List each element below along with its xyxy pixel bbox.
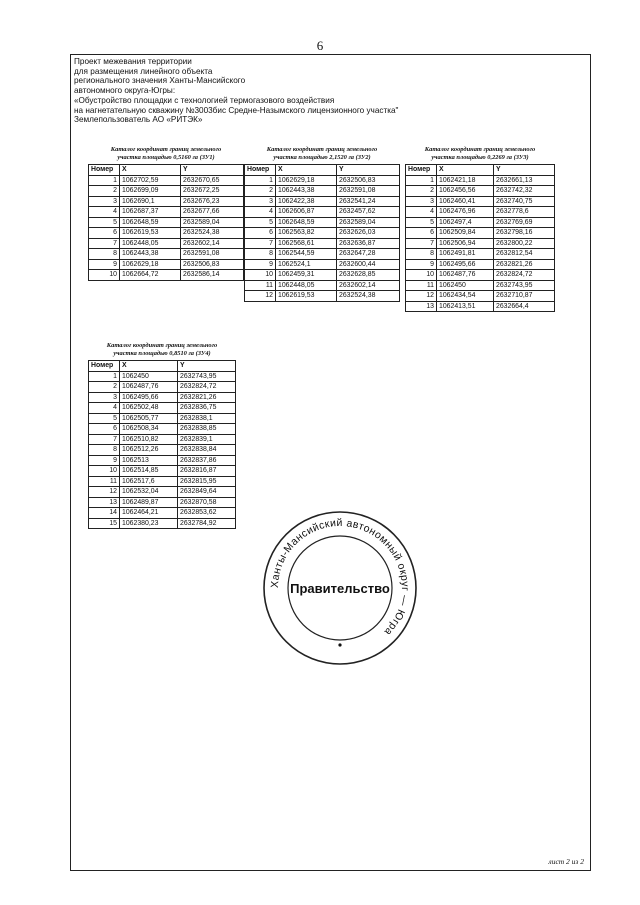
x-coordinate-cell: 1062491,81 — [437, 249, 494, 260]
y-coordinate-cell: 2632628,85 — [337, 270, 400, 281]
column-header: X — [120, 165, 181, 176]
x-coordinate-cell: 1062502,48 — [120, 403, 178, 414]
y-coordinate-cell: 2632589,04 — [337, 217, 400, 228]
y-coordinate-cell: 2632798,16 — [494, 228, 555, 239]
table-row — [245, 207, 400, 218]
y-coordinate-cell: 2632626,03 — [337, 228, 400, 239]
coordinates-table — [244, 164, 400, 302]
header-line: «Обустройство площадки с технологией термогазового воздействия — [74, 95, 335, 105]
y-coordinate-cell: 2632600,44 — [337, 259, 400, 270]
x-coordinate-cell: 1062505,77 — [120, 413, 178, 424]
y-coordinate-cell: 2632710,87 — [494, 291, 555, 302]
table-row — [245, 238, 400, 249]
table-row — [245, 217, 400, 228]
column-header: Y — [178, 361, 236, 372]
table-row — [89, 466, 236, 477]
table-row — [89, 487, 236, 498]
y-coordinate-cell: 2632664,4 — [494, 301, 555, 312]
table-header-row — [245, 165, 400, 176]
point-number-cell: 2 — [406, 186, 437, 197]
y-coordinate-cell: 2632586,14 — [181, 270, 244, 281]
y-coordinate-cell: 2632853,62 — [178, 508, 236, 519]
y-coordinate-cell: 2632506,83 — [181, 259, 244, 270]
column-header: Y — [181, 165, 244, 176]
point-number-cell: 3 — [245, 196, 276, 207]
table-row — [89, 455, 236, 466]
y-coordinate-cell: 2632743,95 — [178, 371, 236, 382]
y-coordinate-cell: 2632591,08 — [337, 186, 400, 197]
catalog-title-line: Каталог координат границ земельного — [424, 146, 536, 153]
y-coordinate-cell: 2632838,85 — [178, 424, 236, 435]
point-number-cell: 8 — [89, 249, 120, 260]
table-row — [89, 217, 244, 228]
x-coordinate-cell: 1062450 — [437, 280, 494, 291]
table-row — [89, 186, 244, 197]
y-coordinate-cell: 2632821,26 — [494, 259, 555, 270]
y-coordinate-cell: 2632816,87 — [178, 466, 236, 477]
y-coordinate-cell: 2632602,14 — [337, 280, 400, 291]
table-row — [245, 270, 400, 281]
y-coordinate-cell: 2632812,54 — [494, 249, 555, 260]
x-coordinate-cell: 1062413,51 — [437, 301, 494, 312]
catalog-title — [88, 146, 244, 162]
point-number-cell: 6 — [245, 228, 276, 239]
table-row — [89, 249, 244, 260]
header-line: Землепользователь АО «РИТЭК» — [74, 115, 203, 125]
catalog-zu3 — [405, 146, 555, 312]
table-row — [245, 228, 400, 239]
point-number-cell: 9 — [406, 259, 437, 270]
catalog-title-line: Каталог координат границ земельного — [110, 146, 222, 153]
table-row — [89, 445, 236, 456]
coordinates-table — [405, 164, 555, 312]
x-coordinate-cell: 1062648,59 — [276, 217, 337, 228]
table-row — [89, 270, 244, 281]
catalog-title-line: Каталог координат границ земельного — [266, 146, 378, 153]
y-coordinate-cell: 2632740,75 — [494, 196, 555, 207]
catalog-title-line: Каталог координат границ земельного — [106, 342, 218, 349]
point-number-cell: 3 — [406, 196, 437, 207]
y-coordinate-cell: 2632838,84 — [178, 445, 236, 456]
point-number-cell: 4 — [89, 403, 120, 414]
x-coordinate-cell: 1062513 — [120, 455, 178, 466]
x-coordinate-cell: 1062648,59 — [120, 217, 181, 228]
y-coordinate-cell: 2632524,38 — [337, 291, 400, 302]
point-number-cell: 5 — [89, 413, 120, 424]
point-number-cell: 4 — [245, 207, 276, 218]
seal-center-text: Правительство — [290, 581, 390, 596]
point-number-cell: 5 — [406, 217, 437, 228]
x-coordinate-cell: 1062544,59 — [276, 249, 337, 260]
catalog-title — [405, 146, 555, 162]
table-row — [406, 301, 555, 312]
header-line: на нагнетательную скважину №3003бис Средне-Назымского лицензионного участка" — [74, 105, 399, 115]
table-row — [406, 291, 555, 302]
y-coordinate-cell: 2632821,26 — [178, 392, 236, 403]
official-seal — [260, 508, 420, 668]
y-coordinate-cell: 2632591,08 — [181, 249, 244, 260]
point-number-cell: 14 — [89, 508, 120, 519]
point-number-cell: 11 — [89, 476, 120, 487]
x-coordinate-cell: 1062422,38 — [276, 196, 337, 207]
table-row — [89, 508, 236, 519]
x-coordinate-cell: 1062508,34 — [120, 424, 178, 435]
point-number-cell: 6 — [406, 228, 437, 239]
point-number-cell: 5 — [89, 217, 120, 228]
point-number-cell: 1 — [245, 175, 276, 186]
x-coordinate-cell: 1062495,66 — [437, 259, 494, 270]
seal-dot — [338, 643, 341, 646]
column-header: X — [276, 165, 337, 176]
point-number-cell: 3 — [89, 392, 120, 403]
x-coordinate-cell: 1062495,66 — [120, 392, 178, 403]
point-number-cell: 12 — [406, 291, 437, 302]
header-line: для размещения линейного объекта — [74, 66, 213, 76]
y-coordinate-cell: 2632815,95 — [178, 476, 236, 487]
y-coordinate-cell: 2632506,83 — [337, 175, 400, 186]
x-coordinate-cell: 1062702,59 — [120, 175, 181, 186]
x-coordinate-cell: 1062517,6 — [120, 476, 178, 487]
column-header: Номер — [406, 165, 437, 176]
sheet-footer: лист 2 из 2 — [548, 857, 584, 866]
y-coordinate-cell: 2632672,25 — [181, 186, 244, 197]
x-coordinate-cell: 1062629,18 — [120, 259, 181, 270]
x-coordinate-cell: 1062434,54 — [437, 291, 494, 302]
coordinates-table — [88, 360, 236, 529]
table-row — [245, 249, 400, 260]
table-row — [89, 207, 244, 218]
y-coordinate-cell: 2632784,92 — [178, 518, 236, 529]
y-coordinate-cell: 2632647,28 — [337, 249, 400, 260]
catalog-title — [88, 342, 236, 358]
point-number-cell: 8 — [406, 249, 437, 260]
table-row — [245, 196, 400, 207]
column-header: X — [120, 361, 178, 372]
x-coordinate-cell: 1062476,96 — [437, 207, 494, 218]
point-number-cell: 13 — [89, 497, 120, 508]
x-coordinate-cell: 1062690,1 — [120, 196, 181, 207]
y-coordinate-cell: 2632677,66 — [181, 207, 244, 218]
x-coordinate-cell: 1062380,23 — [120, 518, 178, 529]
x-coordinate-cell: 1062448,05 — [120, 238, 181, 249]
y-coordinate-cell: 2632838,1 — [178, 413, 236, 424]
point-number-cell: 9 — [89, 259, 120, 270]
point-number-cell: 8 — [245, 249, 276, 260]
y-coordinate-cell: 2632837,86 — [178, 455, 236, 466]
y-coordinate-cell: 2632602,14 — [181, 238, 244, 249]
x-coordinate-cell: 1062664,72 — [120, 270, 181, 281]
point-number-cell: 11 — [245, 280, 276, 291]
y-coordinate-cell: 2632457,62 — [337, 207, 400, 218]
x-coordinate-cell: 1062487,76 — [120, 382, 178, 393]
table-row — [406, 175, 555, 186]
point-number-cell: 1 — [406, 175, 437, 186]
point-number-cell: 4 — [406, 207, 437, 218]
x-coordinate-cell: 1062532,04 — [120, 487, 178, 498]
table-row — [89, 476, 236, 487]
x-coordinate-cell: 1062699,09 — [120, 186, 181, 197]
table-row — [89, 228, 244, 239]
header-line: автономного округа-Югры: — [74, 86, 176, 96]
table-row — [89, 497, 236, 508]
point-number-cell: 1 — [89, 175, 120, 186]
page-number: 6 — [316, 38, 324, 53]
table-row — [89, 518, 236, 529]
point-number-cell: 12 — [89, 487, 120, 498]
table-row — [245, 186, 400, 197]
y-coordinate-cell: 2632524,38 — [181, 228, 244, 239]
x-coordinate-cell: 1062606,87 — [276, 207, 337, 218]
point-number-cell: 3 — [89, 196, 120, 207]
table-row — [89, 392, 236, 403]
x-coordinate-cell: 1062448,05 — [276, 280, 337, 291]
table-row — [406, 270, 555, 281]
point-number-cell: 9 — [245, 259, 276, 270]
x-coordinate-cell: 1062512,26 — [120, 445, 178, 456]
table-row — [89, 424, 236, 435]
table-row — [406, 238, 555, 249]
y-coordinate-cell: 2632589,04 — [181, 217, 244, 228]
table-row — [245, 291, 400, 302]
y-coordinate-cell: 2632824,72 — [494, 270, 555, 281]
point-number-cell: 1 — [89, 371, 120, 382]
point-number-cell: 9 — [89, 455, 120, 466]
table-header-row — [406, 165, 555, 176]
point-number-cell: 12 — [245, 291, 276, 302]
x-coordinate-cell: 1062563,82 — [276, 228, 337, 239]
coordinates-table — [88, 164, 244, 281]
catalog-title-line: участка площадью 0,8510 га (ЗУ4) — [113, 350, 211, 357]
table-row — [245, 259, 400, 270]
point-number-cell: 6 — [89, 228, 120, 239]
x-coordinate-cell: 1062489,87 — [120, 497, 178, 508]
catalog-title-line: участка площадью 0,5160 га (ЗУ1) — [117, 154, 215, 161]
column-header: X — [437, 165, 494, 176]
x-coordinate-cell: 1062443,38 — [120, 249, 181, 260]
point-number-cell: 15 — [89, 518, 120, 529]
point-number-cell: 6 — [89, 424, 120, 435]
column-header: Y — [337, 165, 400, 176]
point-number-cell: 10 — [406, 270, 437, 281]
table-header-row — [89, 165, 244, 176]
point-number-cell: 2 — [89, 186, 120, 197]
y-coordinate-cell: 2632839,1 — [178, 434, 236, 445]
point-number-cell: 7 — [245, 238, 276, 249]
header-line: регионального значения Ханты-Мансийского — [74, 76, 246, 86]
table-row — [406, 228, 555, 239]
table-row — [245, 280, 400, 291]
catalog-title — [244, 146, 400, 162]
x-coordinate-cell: 1062506,94 — [437, 238, 494, 249]
x-coordinate-cell: 1062524,1 — [276, 259, 337, 270]
point-number-cell: 7 — [406, 238, 437, 249]
catalog-zu2 — [244, 146, 400, 302]
x-coordinate-cell: 1062514,85 — [120, 466, 178, 477]
y-coordinate-cell: 2632636,87 — [337, 238, 400, 249]
column-header: Номер — [245, 165, 276, 176]
table-row — [89, 382, 236, 393]
y-coordinate-cell: 2632661,13 — [494, 175, 555, 186]
y-coordinate-cell: 2632541,24 — [337, 196, 400, 207]
y-coordinate-cell: 2632742,32 — [494, 186, 555, 197]
point-number-cell: 10 — [89, 270, 120, 281]
table-row — [89, 403, 236, 414]
x-coordinate-cell: 1062510,82 — [120, 434, 178, 445]
y-coordinate-cell: 2632743,95 — [494, 280, 555, 291]
x-coordinate-cell: 1062497,4 — [437, 217, 494, 228]
seal-ring-text: Ханты-Мансийский автономный округ — Югра — [268, 516, 412, 638]
point-number-cell: 2 — [89, 382, 120, 393]
point-number-cell: 11 — [406, 280, 437, 291]
column-header: Номер — [89, 165, 120, 176]
table-header-row — [89, 361, 236, 372]
column-header: Y — [494, 165, 555, 176]
table-row — [89, 434, 236, 445]
point-number-cell: 7 — [89, 434, 120, 445]
table-row — [89, 413, 236, 424]
x-coordinate-cell: 1062450 — [120, 371, 178, 382]
x-coordinate-cell: 1062464,21 — [120, 508, 178, 519]
catalog-zu1 — [88, 146, 244, 281]
y-coordinate-cell: 2632800,22 — [494, 238, 555, 249]
point-number-cell: 4 — [89, 207, 120, 218]
table-row — [89, 238, 244, 249]
y-coordinate-cell: 2632676,23 — [181, 196, 244, 207]
x-coordinate-cell: 1062460,41 — [437, 196, 494, 207]
y-coordinate-cell: 2632849,64 — [178, 487, 236, 498]
table-row — [406, 186, 555, 197]
x-coordinate-cell: 1062421,18 — [437, 175, 494, 186]
x-coordinate-cell: 1062509,84 — [437, 228, 494, 239]
catalog-title-line: участка площадью 2,1520 га (ЗУ2) — [273, 154, 371, 161]
x-coordinate-cell: 1062459,31 — [276, 270, 337, 281]
header-line: Проект межевания территории — [74, 57, 192, 66]
y-coordinate-cell: 2632824,72 — [178, 382, 236, 393]
x-coordinate-cell: 1062456,56 — [437, 186, 494, 197]
y-coordinate-cell: 2632778,6 — [494, 207, 555, 218]
point-number-cell: 10 — [89, 466, 120, 477]
y-coordinate-cell: 2632870,58 — [178, 497, 236, 508]
y-coordinate-cell: 2632670,65 — [181, 175, 244, 186]
catalog-zu4 — [88, 342, 236, 529]
table-row — [89, 175, 244, 186]
x-coordinate-cell: 1062568,61 — [276, 238, 337, 249]
point-number-cell: 10 — [245, 270, 276, 281]
column-header: Номер — [89, 361, 120, 372]
y-coordinate-cell: 2632769,69 — [494, 217, 555, 228]
table-row — [89, 259, 244, 270]
table-row — [89, 196, 244, 207]
x-coordinate-cell: 1062629,18 — [276, 175, 337, 186]
table-row — [406, 207, 555, 218]
point-number-cell: 8 — [89, 445, 120, 456]
table-row — [245, 175, 400, 186]
x-coordinate-cell: 1062687,37 — [120, 207, 181, 218]
table-row — [406, 259, 555, 270]
table-row — [406, 280, 555, 291]
x-coordinate-cell: 1062443,38 — [276, 186, 337, 197]
catalog-title-line: участка площадью 0,2269 га (ЗУ3) — [431, 154, 529, 161]
table-row — [89, 371, 236, 382]
point-number-cell: 2 — [245, 186, 276, 197]
table-row — [406, 196, 555, 207]
table-row — [406, 217, 555, 228]
y-coordinate-cell: 2632836,75 — [178, 403, 236, 414]
point-number-cell: 7 — [89, 238, 120, 249]
x-coordinate-cell: 1062619,53 — [276, 291, 337, 302]
table-row — [406, 249, 555, 260]
point-number-cell: 13 — [406, 301, 437, 312]
project-header — [74, 57, 494, 125]
x-coordinate-cell: 1062619,53 — [120, 228, 181, 239]
x-coordinate-cell: 1062487,76 — [437, 270, 494, 281]
point-number-cell: 5 — [245, 217, 276, 228]
